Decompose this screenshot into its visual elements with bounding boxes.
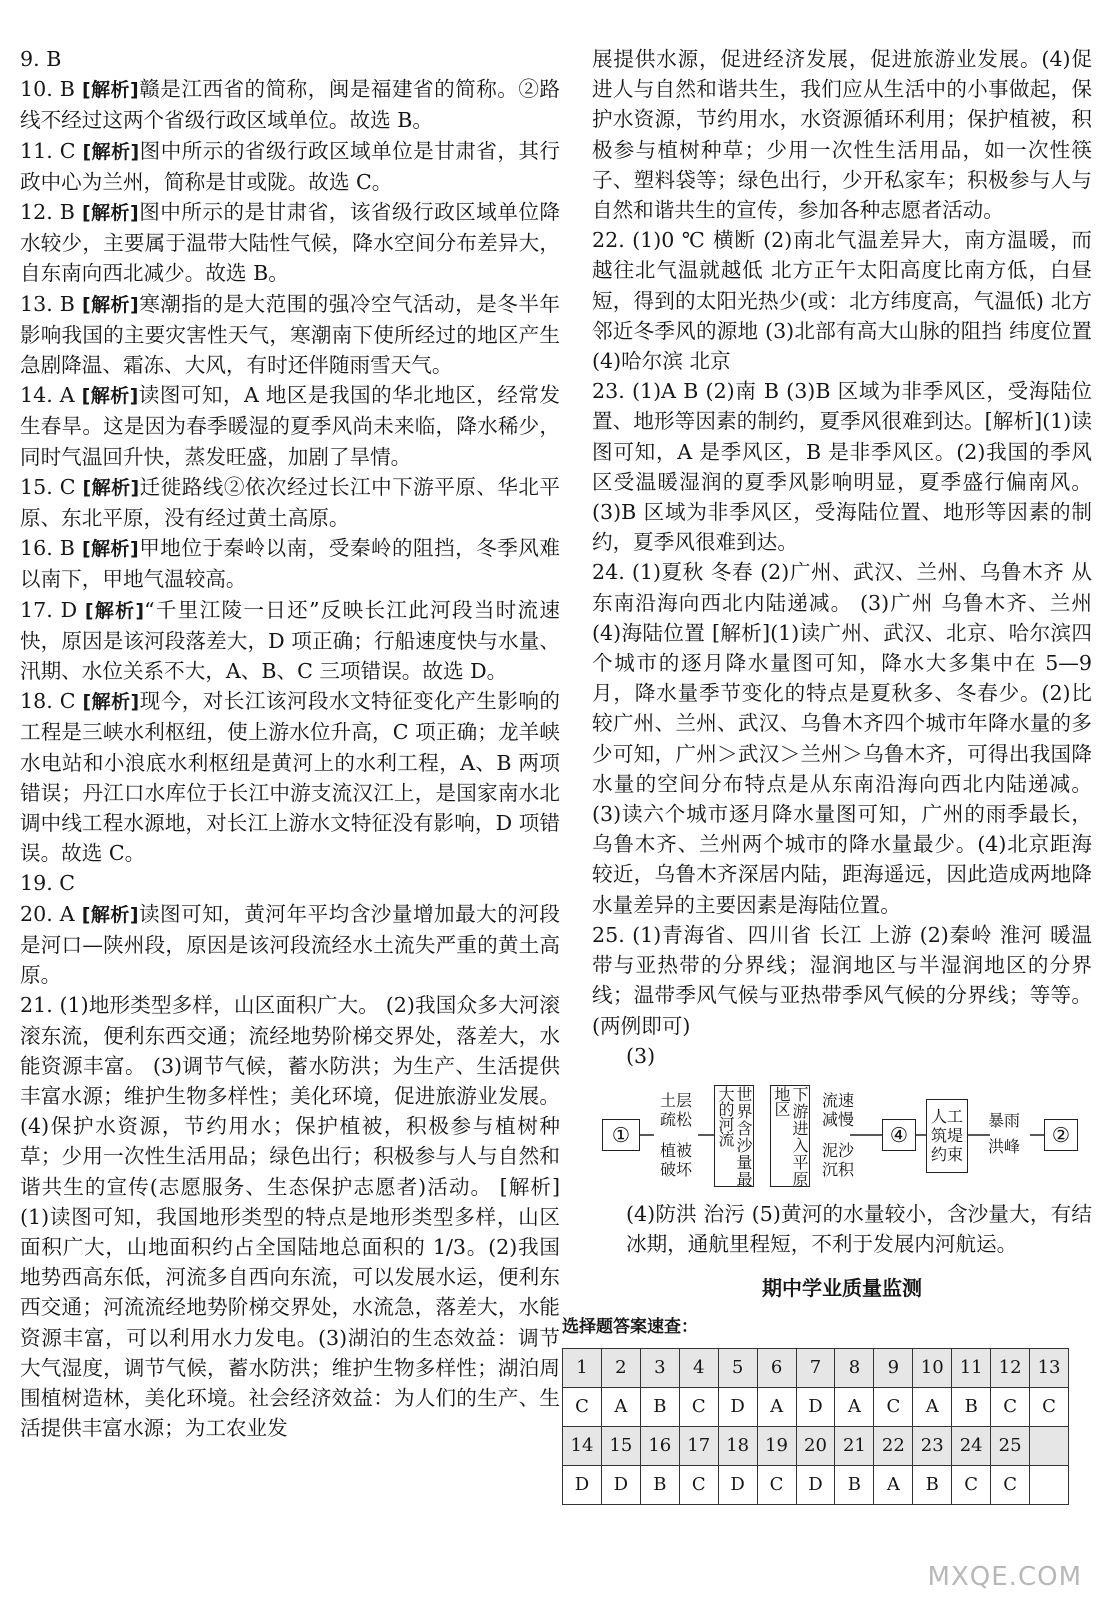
analysis-tag: [解析] [84, 599, 145, 622]
answer-item [20, 380, 560, 472]
answer-text: 展提供水源，促进经济发展，促进旅游业发展。(4)促进人与自然和谐共生，我们应从生活中的小事做起，保护水资源，节约用水，水资源循环利用；保护植被，积极参与植树种草；少用一次性生活用品，如一次性筷子、塑料袋等；绿色出行，少开私家车；积极参与人与自然和谐共生的宣传，参加各种志愿者活动。 [592, 47, 1092, 223]
answer-item [20, 595, 560, 687]
quick-answer-label: 选择题答案速查： [562, 1316, 698, 1337]
answer-item [20, 136, 560, 197]
empty-cell [1030, 1465, 1069, 1504]
answer-text: 图中所示的省级行政区域单位是甘肃省，其行政中心为兰州，简称是甘或陇。故选 C。 [20, 138, 561, 194]
answer-text: (1)地形类型多样，山区面积广大。 (2)我国众多大河滚滚东流，便利东西交通；流经地势阶梯交界处，落差大，水能资源丰富。 (3)调节气候，蓄水防洪；为生产、生活提供丰富水源；维护生物多样性；美化环境，促进旅游业发展。 (4)保护水资源，节约用水；保护植被，积极参与植树种草；少用一次性生活用品；绿色出行；积极参与人与自然和谐共生的宣传(志愿服务、生态保护志愿者)活动。 [解析](1)读图可知，我国地形类型的特点是地形类型多样，山区面积广大，山地面积约占全国陆地总面积的 1/3。(2)我国地势西高东低，河流多自西向东流，可以发展水运，便利东西交通；河流流经地势阶梯交界处，水流急，落差大，水能资源丰富，可以利用水力发电。(3)湖泊的生态效益：调节大气湿度，调节气候，蓄水防洪；维护生物多样性；湖泊周围植树造林，美化环境。社会经济效益：为人们的生产、生活提供丰富水源；为工农业发 [20, 993, 560, 1441]
answer-cell: B [835, 1465, 874, 1504]
answer-item [20, 868, 560, 898]
answer-table-row [563, 1426, 1069, 1465]
question-number-cell: 19 [757, 1426, 796, 1465]
answer-cell: C [991, 1387, 1030, 1426]
analysis-tag: [解析] [82, 140, 140, 163]
answer-text: 读图可知，A 地区是我国的华北地区，经常发生春旱。这是因为春季暖湿的夏季风尚未来临，降水稀少，同时气温回升快，蒸发旺盛，加剧了旱情。 [20, 383, 561, 469]
analysis-tag: [解析] [82, 691, 140, 714]
answer-number: 14. A [20, 383, 75, 408]
question-number-cell: 3 [640, 1348, 679, 1387]
answer-cell: B [952, 1387, 991, 1426]
answer-text: 迁徙路线②依次经过长江中下游平原、华北平原、东北平原，没有经过黄土高原。 [20, 474, 561, 531]
watermark: MXQE.COM [927, 1562, 1082, 1592]
answer-number: 11. C [20, 138, 76, 163]
answer-text: 图中所示的是甘肃省，该省级行政区域单位降水较少，主要属于温带大陆性气候，降水空间分布差异大，自东南向西北减少。故选 B。 [20, 200, 561, 286]
answer-item [20, 686, 560, 868]
q25-part45: (4)防洪 治污 (5)黄河的水量较小，含沙量大，有结冰期，通航里程短，不利于发展内河航运。 [626, 1201, 1092, 1257]
answer-item [20, 990, 560, 1443]
answer-item [20, 44, 560, 74]
question-number-cell: 24 [952, 1426, 991, 1465]
answer-number: 18. C [20, 689, 76, 714]
left-column [20, 44, 560, 1443]
answer-cell: A [835, 1387, 874, 1426]
q25-part3-label: (3) [626, 1043, 656, 1068]
flow-node-1: ① [602, 1119, 640, 1151]
answer-text: 现今，对长江该河段水文特征变化产生影响的工程是三峡水利枢纽，使上游水位升高，C 项正确；龙羊峡水电站和小浪底水利枢纽是黄河上的水利工程，A、B 两项错误；丹江口水库位于长江中游支流汉江上，是国家南水北调中线工程水源地，对长江上游水文特征没有影响，D 项错误。故选 C。 [20, 689, 561, 866]
answer-cell: B [640, 1465, 679, 1504]
answer-number: 25. [592, 922, 625, 947]
question-number-cell: 25 [991, 1426, 1030, 1465]
question-number-cell: 20 [796, 1426, 835, 1465]
question-number-cell: 2 [601, 1348, 640, 1387]
analysis-tag: [解析] [81, 293, 139, 316]
answer-cell: C [874, 1387, 913, 1426]
question-number-cell: 6 [757, 1348, 796, 1387]
answer-text: “千里江陵一日还”反映长江此河段当时流速快，原因是该河段落差大，D 项正确；行船速度快与水量、汛期、水位关系不大，A、B、C 三项错误。故选 D。 [20, 597, 561, 684]
question-number-cell: 18 [718, 1426, 757, 1465]
exam-section-title: 期中学业质量监测 [762, 1276, 922, 1301]
answer-table-row [563, 1387, 1069, 1426]
question-number-cell: 7 [796, 1348, 835, 1387]
right-column [562, 44, 1093, 1505]
flow-after-top: 暴雨 [987, 1110, 1020, 1130]
question-number-cell: 16 [640, 1426, 679, 1465]
answer-cell: C [679, 1387, 718, 1426]
question-number-cell: 5 [718, 1348, 757, 1387]
answer-cell: A [913, 1387, 952, 1426]
question-number-cell: 10 [913, 1348, 952, 1387]
question-number-cell: 8 [835, 1348, 874, 1387]
answer-text: 赣是江西省的简称，闽是福建省的简称。②路线不经过这两个省级行政区域单位。故选 B。 [20, 77, 561, 133]
question-number-cell: 17 [679, 1426, 718, 1465]
answer-text: 读图可知，黄河年平均含沙量增加最大的河段是河口—陕州段，原因是该河段流经水土流失严重的黄土高原。 [20, 901, 560, 988]
flow-node-2: ② [1044, 1119, 1078, 1151]
flow-cause-top: 土层疏松 [659, 1090, 692, 1129]
question-number-cell: 4 [679, 1348, 718, 1387]
answer-item [592, 557, 1092, 919]
answer-number: 22. [592, 228, 625, 253]
answer-item [592, 920, 1092, 1041]
answer-text: (1)0 ℃ 横断 (2)南北气温差异大，南方温暖，而越往北气温就越低 北方正午太阳高度比南方低，白昼短，得到的太阳光热少(或：北方纬度高，气温低) 北方邻近冬季风的源地 (3)北部有高大山脉的阻挡 纬度位置 (4)哈尔滨 北京 [592, 228, 1092, 374]
question-number-cell: 15 [601, 1426, 640, 1465]
answer-item [20, 472, 560, 533]
flow-after-bottom: 洪峰 [987, 1136, 1020, 1156]
analysis-tag: [解析] [81, 79, 139, 102]
right-column-answers [592, 44, 1092, 1041]
answer-cell: C [563, 1387, 602, 1426]
question-number-cell: 22 [874, 1426, 913, 1465]
analysis-tag: [解析] [82, 476, 140, 499]
answer-number: 16. B [20, 536, 75, 561]
answer-number: 15. C [20, 474, 76, 499]
analysis-tag: [解析] [81, 903, 139, 926]
analysis-tag: [解析] [81, 538, 139, 561]
answer-cell: B [913, 1465, 952, 1504]
answer-cell: D [718, 1465, 757, 1504]
answer-table-row [563, 1465, 1069, 1504]
answer-text: (1)夏秋 冬春 (2)广州、武汉、兰州、乌鲁木齐 从东南沿海向西北内陆递减。 (3)广州 乌鲁木齐、兰州 (4)海陆位置 [解析](1)读广州、武汉、北京、哈尔滨四个城市的逐月降水量图可知，降水大多集中在 5—9 月，降水量季节变化的特点是夏秋多、冬春少。(2)比较广州、兰州、武汉、乌鲁木齐四个城市年降水量的多少可知，广州＞武汉＞兰州＞乌鲁木齐，可得出我国降水量的空间分布特点是从东南沿海向西北内陆递减。(3)读六个城市逐月降水量图可知，广州的雨季最长，乌鲁木齐、兰州两个城市的降水量最少。(4)北京距海较近，乌鲁木齐深居内陆，距海遥远，因此造成两地降水量差异的主要因素是海陆位置。 [592, 560, 1093, 917]
answer-cell: D [796, 1387, 835, 1426]
answer-cell: C [952, 1465, 991, 1504]
flow-box-sediment-river: 世界含沙量最大的河流 [716, 1085, 753, 1186]
answer-number: 10. B [20, 77, 75, 102]
answer-item [20, 74, 560, 135]
answer-cell: A [874, 1465, 913, 1504]
flow-box-lower-plain: 下游进入平原地区 [772, 1085, 809, 1186]
answer-cell: C [679, 1465, 718, 1504]
answer-number: 23. [592, 379, 625, 404]
answer-item [592, 44, 1092, 225]
question-number-cell: 11 [952, 1348, 991, 1387]
answer-cell: D [796, 1465, 835, 1504]
question-number-cell: 13 [1030, 1348, 1069, 1387]
empty-cell [1030, 1426, 1069, 1465]
answer-item [592, 376, 1092, 557]
answer-number: 20. A [20, 901, 75, 926]
flow-node-4: ④ [882, 1119, 916, 1151]
answer-number: 21. [20, 993, 53, 1018]
answer-number: 24. [592, 560, 625, 585]
question-number-cell: 23 [913, 1426, 952, 1465]
answer-table-row [563, 1348, 1069, 1387]
answer-number: 9. B [20, 47, 62, 71]
flow-box-artificial-dike: 人工筑堤约束 [926, 1099, 968, 1173]
answer-cell: B [640, 1387, 679, 1426]
answer-text: (1)A B (2)南 B (3)B 区域为非季风区，受海陆位置、地形等因素的制约，夏季风很难到达。[解析](1)读图可知，A 是季风区，B 是非季风区。(2)我国的季风区受温暖湿润的夏季风影响明显，夏季盛行偏南风。(3)B 区域为非季风区，受海陆位置、地形等因素的制约，夏季风很难到达。 [592, 379, 1092, 555]
answer-table [562, 1348, 1069, 1505]
answer-number: 19. C [20, 871, 76, 896]
answer-cell: C [1030, 1387, 1069, 1426]
answer-item [20, 289, 560, 381]
answer-cell: C [757, 1465, 796, 1504]
answer-cell: D [563, 1465, 602, 1504]
answer-number: 17. D [20, 597, 78, 622]
answer-item [592, 225, 1092, 376]
answer-text: (1)青海省、四川省 长江 上游 (2)秦岭 淮河 暖温带与亚热带的分界线；湿润地区与半湿润地区的分界线；温带季风气候与亚热带季风气候的分界线；等等。(两例即可) [592, 922, 1092, 1038]
flow-effect-bottom: 泥沙沉积 [821, 1140, 854, 1179]
analysis-tag: [解析] [81, 385, 139, 408]
yellow-river-flowchart [592, 1075, 1092, 1193]
answer-cell: A [601, 1387, 640, 1426]
answer-text: 甲地位于秦岭以南，受秦岭的阻挡，冬季风难以南下，甲地气温较高。 [20, 536, 561, 592]
answer-cell: D [718, 1387, 757, 1426]
answer-text: 寒潮指的是大范围的强冷空气活动，是冬半年影响我国的主要灾害性天气，寒潮南下使所经过的地区产生急剧降温、霜冻、大风，有时还伴随雨雪天气。 [20, 291, 561, 378]
answer-cell: D [601, 1465, 640, 1504]
answer-number: 12. B [20, 200, 75, 225]
flow-effect-top: 流速减慢 [821, 1090, 854, 1129]
answer-item [20, 533, 560, 594]
answer-item [20, 197, 560, 289]
answer-cell: C [991, 1465, 1030, 1504]
question-number-cell: 9 [874, 1348, 913, 1387]
answer-cell: A [757, 1387, 796, 1426]
flow-cause-bottom: 植被破坏 [659, 1140, 692, 1179]
analysis-tag: [解析] [81, 202, 139, 225]
question-number-cell: 1 [563, 1348, 602, 1387]
question-number-cell: 12 [991, 1348, 1030, 1387]
answer-item [20, 899, 560, 991]
question-number-cell: 14 [563, 1426, 602, 1465]
question-number-cell: 21 [835, 1426, 874, 1465]
answer-number: 13. B [20, 291, 75, 316]
